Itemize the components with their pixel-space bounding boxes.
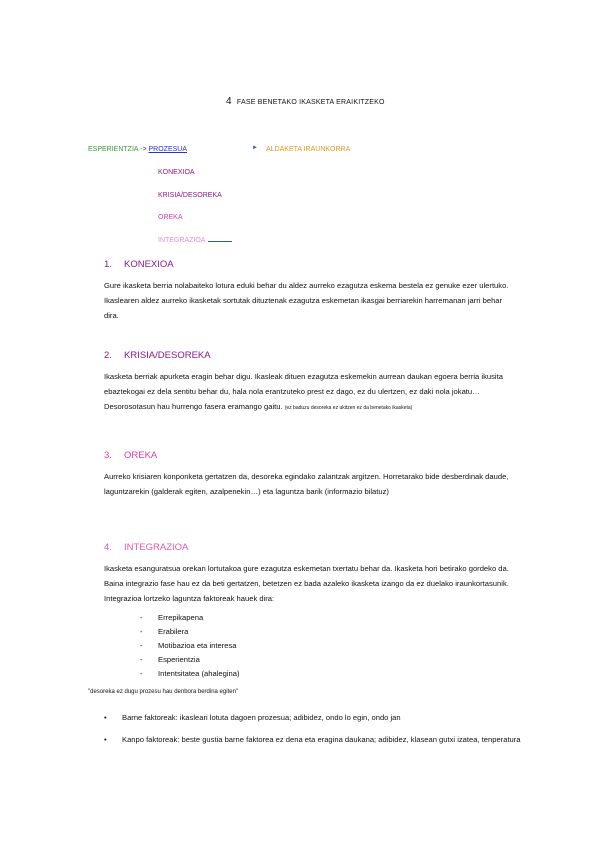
list-item: • Kanpo faktoreak: beste gustia barne faktorea ez dena eta eragina daukana; adibidez, klasean gutxi izatea, tenperatura	[104, 732, 524, 748]
list-item: - Erabilera	[140, 627, 189, 636]
section-body-1: Gure ikasketa berria nolabaiteko lotura eduki behar du aldez aurreko ezagutza eskema bestela ez genuke ezer ulertuko. Ikaslearen aldez aurreko ikasketak sortutak dituztenak ezagutza eskemetan ikasgai berriarekin harremanan jarri behar dira.	[104, 281, 509, 320]
flow-prozesua-link[interactable]: PROZESUA	[148, 146, 188, 153]
flow-arrow: ->	[140, 146, 147, 153]
quote-note: "desoreka ez dugu prozesu hau denbora berdina egiten"	[88, 689, 239, 695]
list-item: - Motibazioa eta interesa	[140, 641, 237, 650]
list-item: - Errepikapena	[140, 613, 204, 622]
stage-connector-line	[208, 241, 232, 242]
factor-bullet-list	[104, 710, 524, 754]
section-body-3: Aurreko krisiaren konponketa gertatzen da, desoreka egindako zalantzak argitzen. Horretarako bide desberdinak daude, laguntzarekin (galderak egiten, azalpenekin…) eta laguntza barik (informazio bilatuz)	[104, 472, 509, 496]
flow-line	[88, 146, 187, 153]
stage-konexioa: KONEXIOA	[158, 169, 195, 176]
section-body-2: Ikasketa berriak apurketa eragin behar digu. Ikasleak dituen ezagutza eskemekin aurrean daukan egoera berria ikusita ebaztekogai ez dela sentitu behar du, hala nola erantzuteko prest ez dago, ez du ulertzen, ez daki nola jokatu… Desorosotasun hau hurrengo fasera eramango gaitu. (ez baduzu desoreka ez ukitzen ez da benetako ikasketa)	[104, 372, 503, 411]
section-heading-1: 1. KONEXIOA	[104, 259, 174, 270]
section-heading-3: 3. OREKA	[104, 450, 158, 461]
flow-aldaketa: ALDAKETA IRAUNKORRA	[266, 146, 351, 153]
list-item: - Esperientzia	[140, 655, 200, 664]
section-heading-4: 4. INTEGRAZIOA	[104, 542, 189, 553]
stage-integrazioa: INTEGRAZIOA	[158, 237, 206, 244]
section-note-2: (ez baduzu desoreka ez ukitzen ez da benetako ikasketa)	[284, 405, 413, 411]
arrow-bullet-icon: ►	[252, 145, 258, 151]
title-number: 4	[226, 96, 232, 107]
section-body-4: Ikasketa esanguratsua orekan lortutakoa gure ezagutza eskemetan txertatu behar da. Ikasketa hori betirako gordeko da. Baina integrazio fase hau ez da beti gertatzen, betetzen ez bada azaleko ikasketa izango da ez duelako iraunkortasunik. Integrazioa lortzeko laguntza faktoreak hauek dira:	[104, 564, 509, 603]
stage-oreka: OREKA	[158, 214, 183, 221]
list-item: - Intentsitatea (ahalegina)	[140, 669, 240, 678]
document-title	[226, 96, 385, 107]
bullet-icon: •	[104, 713, 107, 722]
flow-esperientzia: ESPERIENTZIA	[88, 146, 139, 153]
list-item: • Barne faktoreak: ikasleari lotuta dagoen prozesua; adibidez, ondo lo egin, ondo jan	[104, 710, 524, 726]
factor-list	[140, 611, 239, 681]
section-heading-2: 2. KRISIA/DESOREKA	[104, 350, 211, 361]
title-text: FASE BENETAKO IKASKETA ERAIKITZEKO	[236, 99, 385, 106]
bullet-icon: •	[104, 735, 107, 744]
stage-krisia: KRISIA/DESOREKA	[158, 192, 222, 199]
